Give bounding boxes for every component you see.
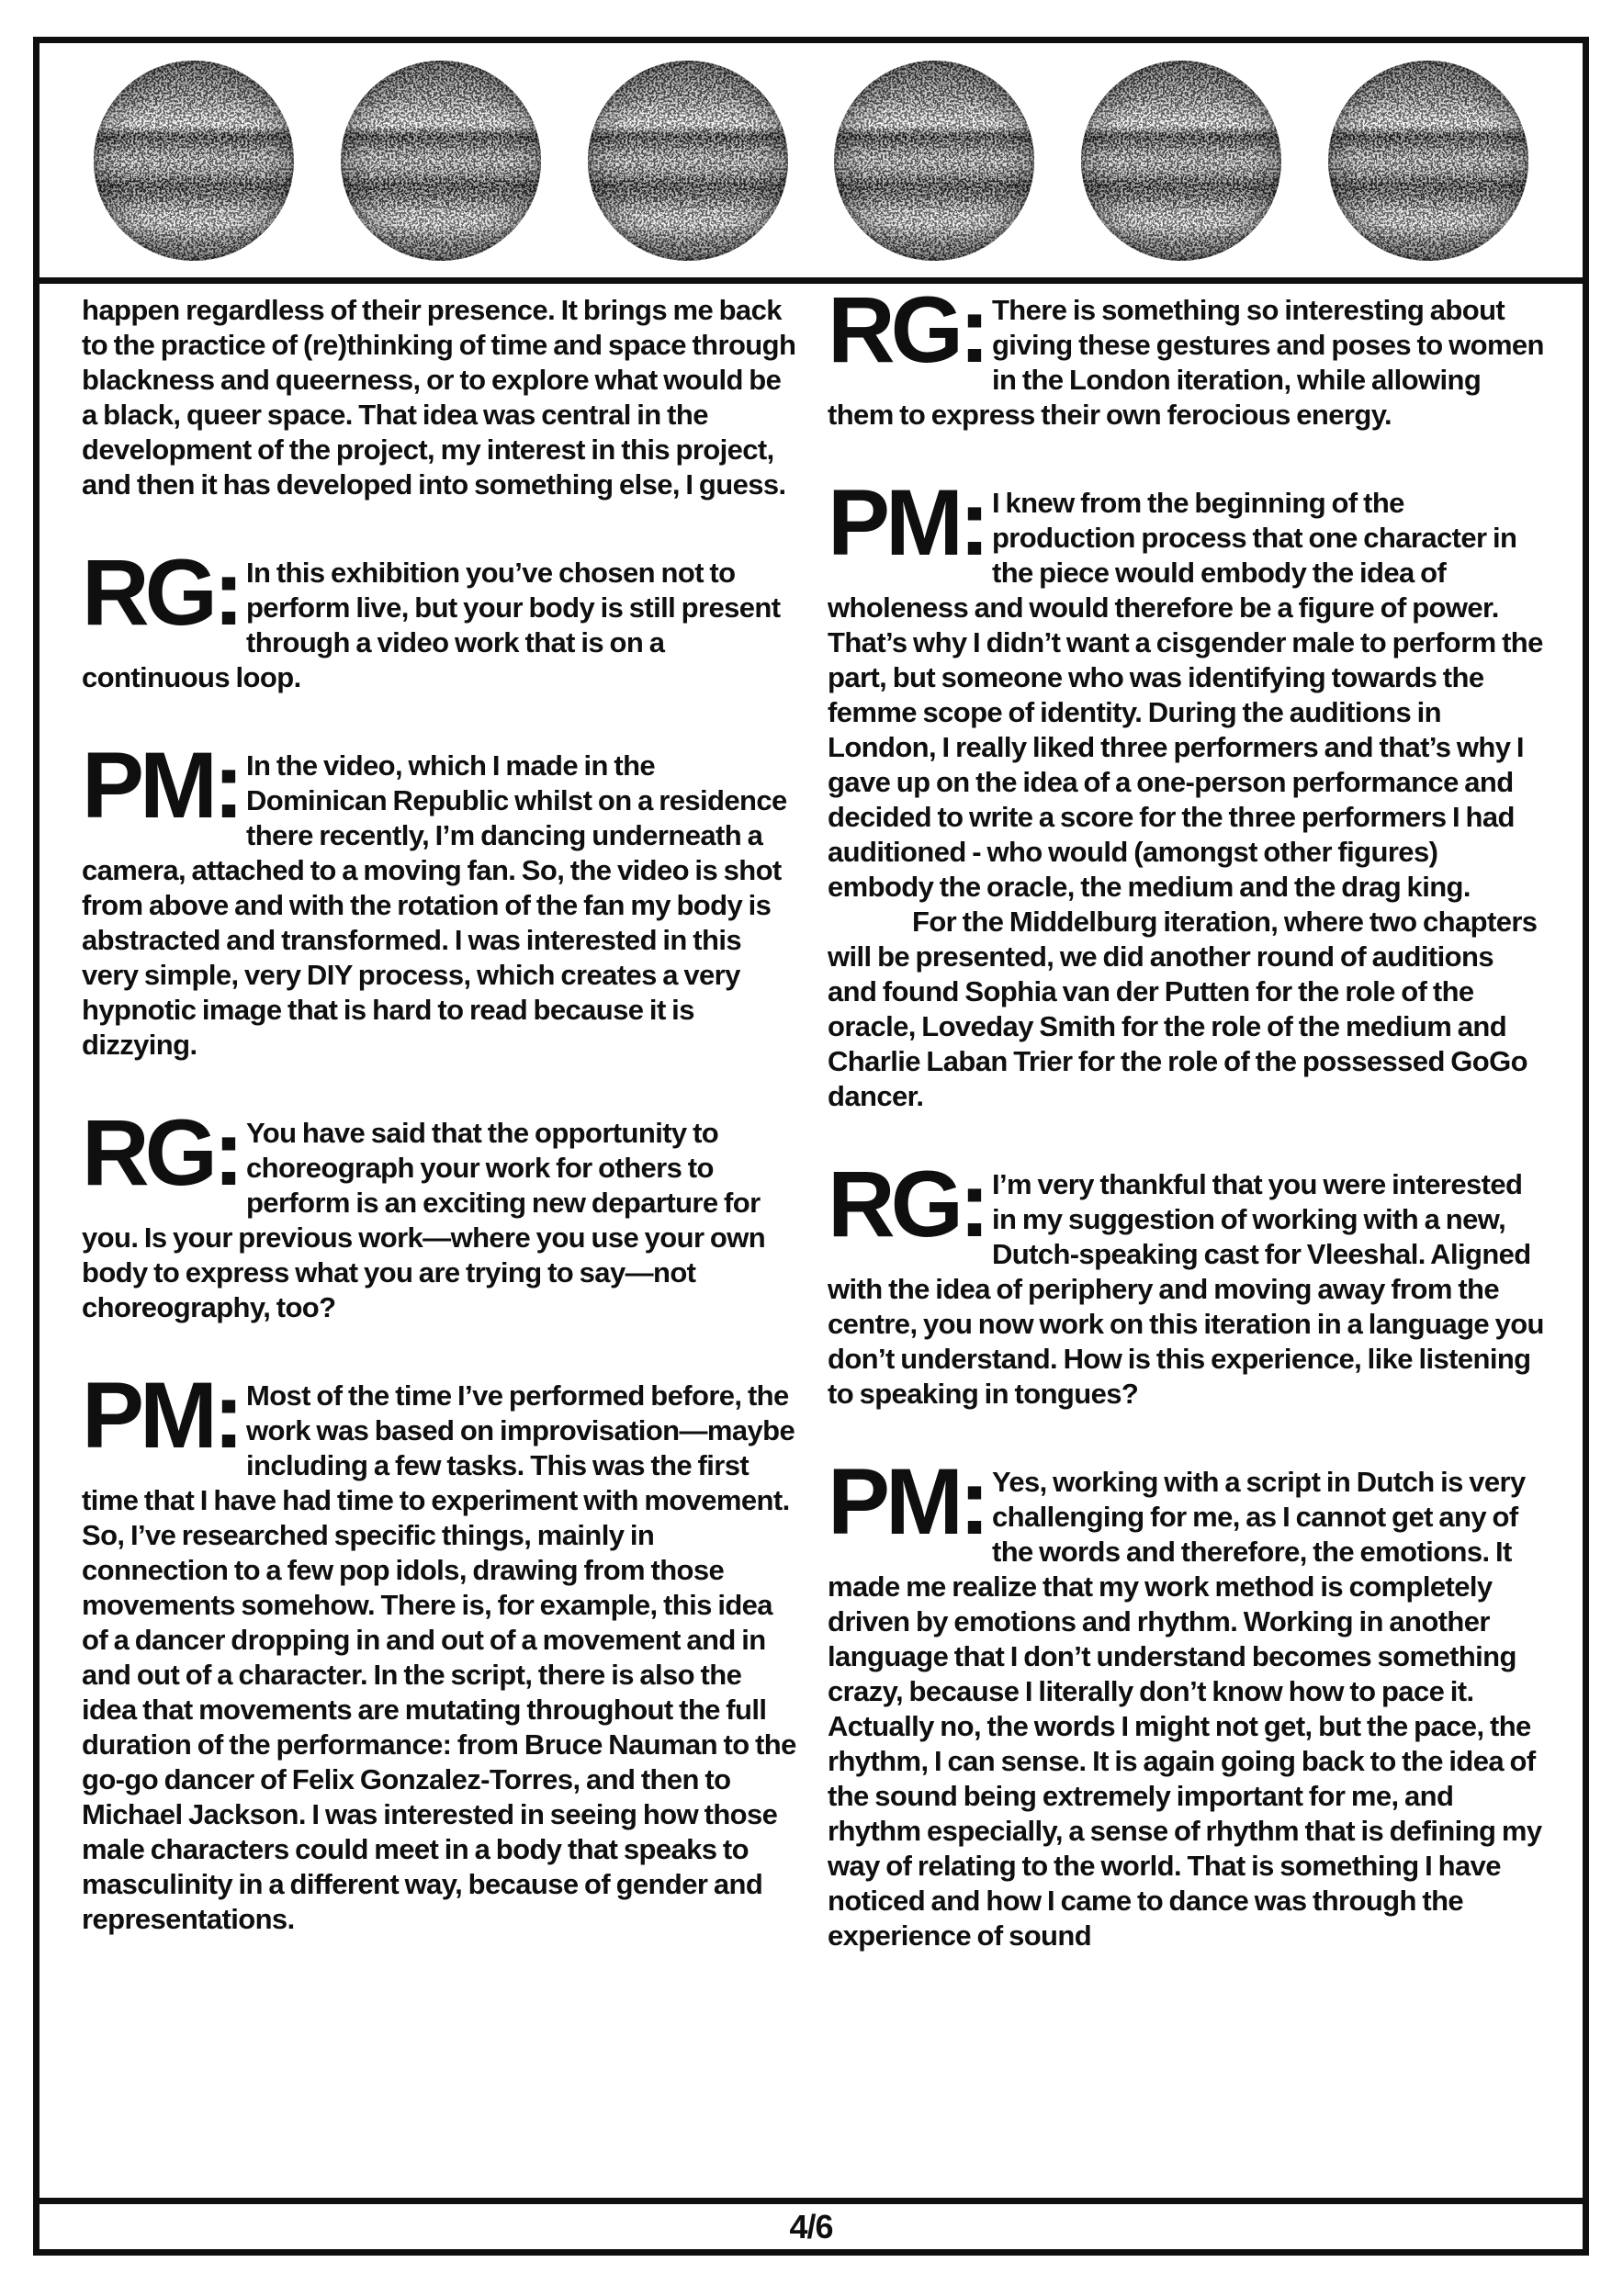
- page-frame: [33, 37, 1589, 2256]
- right-column: [828, 284, 1546, 2198]
- halftone-sphere-image: [1326, 59, 1530, 263]
- interview-paragraph: [82, 293, 800, 502]
- speaker-label-rg: RG:: [828, 284, 986, 382]
- speaker-label-rg: RG:: [828, 1152, 986, 1256]
- paragraph-text-continued: For the Middelburg iteration, where two chapters will be presented, we did another round of auditions and found Sophia van der Putten for the role of the oracle, Loveday Smith for the role of the medium and Charlie Laban Trier for the role of the possessed GoGo dancer.: [828, 906, 1538, 1112]
- interview-paragraph: [828, 284, 1546, 433]
- paragraph-text: There is something so interesting about giving these gestures and poses to women in the London iteration, while allowing them to express their own ferocious energy.: [828, 294, 1544, 431]
- speaker-label-pm: PM:: [82, 1363, 240, 1468]
- interview-paragraph: [82, 733, 800, 1063]
- paragraph-text: In the video, which I made in the Dominican Republic whilst on a residence there recently, I’m dancing underneath a camera, attached to a moving fan. So, the video is shot from above and with the rotation of the fan my body is abstracted and transformed. I was interested in this very simple, very DIY process, which creates a very hypnotic image that is hard to read because it is dizzying.: [82, 749, 787, 1061]
- interview-paragraph: [82, 1100, 800, 1325]
- interview-paragraph: [82, 540, 800, 695]
- footer-band: [39, 2198, 1583, 2249]
- speaker-label-pm: PM:: [828, 470, 986, 575]
- interview-paragraph: [828, 1152, 1546, 1412]
- paragraph-text: happen regardless of their presence. It brings me back to the practice of (re)thinking of time and space through blackness and queerness, or to explore what would be a black, queer space. That idea was central in the development of the project, my interest in this project, and then it has developed into something else, I guess.: [82, 294, 796, 501]
- interview-paragraph: [828, 1449, 1546, 1953]
- paragraph-text: In this exhibition you’ve chosen not to perform live, but your body is still present through a video work that is on a continuous loop.: [82, 557, 781, 693]
- paragraph-text: You have said that the opportunity to choreograph your work for others to perform is an exciting new departure for you. Is your previous work—where you use your own body to express what you are trying to say—not choreography, too?: [82, 1117, 766, 1323]
- halftone-sphere-image: [92, 59, 296, 263]
- paragraph-text: I knew from the beginning of the production process that one character in the piece would embody the idea of wholeness and would therefore be a figure of power. That’s why I didn’t want a cisgender male to perform the part, but someone who was identifying towards the femme scope of identity. During the auditions in London, I really liked three performers and that’s why I gave up on the idea of a one-person performance and decided to write a score for the three performers I had auditioned - who would (amongst other figures) embody the oracle, the medium and the drag king.: [828, 487, 1543, 903]
- speaker-label-pm: PM:: [828, 1449, 986, 1554]
- halftone-sphere-image: [586, 59, 790, 263]
- left-column: [82, 293, 800, 2198]
- interview-paragraph: [82, 1363, 800, 1937]
- halftone-sphere-image: [832, 59, 1036, 263]
- page-number: 4/6: [789, 2207, 833, 2245]
- speaker-label-rg: RG:: [82, 1100, 240, 1205]
- paragraph-text: Yes, working with a script in Dutch is very challenging for me, as I cannot get any of the words and therefore, the emotions. It made me realize that my work method is completely driven by emotions and rhythm. Working in another language that I don’t understand becomes something crazy, because I literally don’t know how to pace it. Actually no, the words I might not get, but the pace, the rhythm, I can sense. It is again going back to the idea of the sound being extremely important for me, and rhythm especially, a sense of rhythm that is defining my way of relating to the world. That is something I have noticed and how I came to dance was through the experience of sound: [828, 1466, 1542, 1952]
- speaker-label-rg: RG:: [82, 540, 240, 645]
- paragraph-text: I’m very thankful that you were interested in my suggestion of working with a new, Dutch-speaking cast for Vleeshal. Aligned with the idea of periphery and moving away from the centre, you now work on this iteration in a language you don’t understand. How is this experience, like listening to speaking in tongues?: [828, 1168, 1544, 1410]
- halftone-sphere-image: [1079, 59, 1283, 263]
- orbs-band: [39, 43, 1583, 284]
- speaker-label-pm: PM:: [82, 733, 240, 838]
- interview-paragraph: [828, 470, 1546, 1114]
- paragraph-text: Most of the time I’ve performed before, the work was based on improvisation—maybe including a few tasks. This was the first time that I have had time to experiment with movement. So, I’ve researched specific things, mainly in connection to a few pop idols, drawing from those movements somehow. There is, for example, this idea of a dancer dropping in and out of a movement and in and out of a character. In the script, there is also the idea that movements are mutating throughout the full duration of the performance: from Bruce Nauman to the go-go dancer of Felix Gonzalez-Torres, and then to Michael Jackson. I was interested in seeing how those male characters could meet in a body that speaks to masculinity in a different way, because of gender and representations.: [82, 1379, 796, 1935]
- halftone-sphere-image: [339, 59, 543, 263]
- content-area: [39, 284, 1583, 2198]
